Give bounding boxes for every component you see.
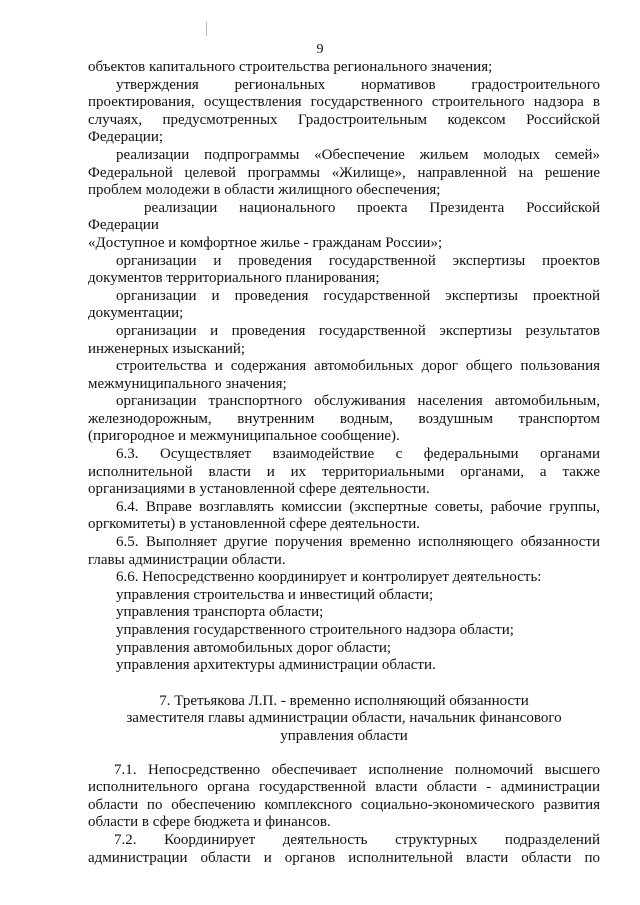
text-line: документов территориального планирования; [88,270,380,287]
scan-mark [206,22,207,36]
text-line: организации и проведения государственной экспертизы проектов [116,252,600,269]
text-line: проблем молодежи в области жилищного обеспечения; [88,182,441,199]
text-line: межмуниципального значения; [88,375,287,392]
text-line: реализации подпрограммы «Обеспечение жильем молодых семей» [116,146,600,163]
text-line: области в сфере бюджета и финансов. [88,814,331,831]
text-line: объектов капитального строительства регионального значения; [88,59,493,75]
text-line: исполнительного органа государственной власти области - администрации [88,779,600,796]
text-line: «Доступное и комфортное жилье - гражданам России»; [88,234,443,251]
section-heading: управления области [280,727,408,744]
text-line: главы администрации области. [88,551,286,568]
text-line: Федерации; [88,129,164,146]
text-line: области по обеспечению комплексного социально-экономического развития [88,796,600,813]
text-line: 6.3. Осуществляет взаимодействие с федеральными органами [116,446,600,463]
text-line: случаях, предусмотренных Градостроительным кодексом Российской [88,111,600,128]
text-line: организации транспортного обслуживания населения автомобильным, [116,393,600,410]
page-number: 9 [316,42,324,57]
text-line: строительства и содержания автомобильных дорог общего пользования [116,358,600,375]
document-body [88,59,600,867]
text-line: реализации национального проекта Президента Российской Федерации [88,199,600,234]
text-line: железнодорожным, внутренним водным, воздушным транспортом [88,410,600,427]
section-heading: заместителя главы администрации области, начальник финансового [126,710,562,727]
text-line: 6.5. Выполняет другие поручения временно исполняющего обязанности [116,534,600,551]
text-line: 6.6. Непосредственно координирует и контролирует деятельность: [116,569,542,586]
text-line: управления строительства и инвестиций области; [116,586,434,603]
text-line: (пригородное и межмуниципальное сообщение). [88,428,400,445]
text-line: Федеральной целевой программы «Жилище», направленной на решение [88,164,600,181]
text-line: администрации области и органов исполнительной власти области по [88,849,600,866]
text-line: организации и проведения государственной экспертизы результатов [116,322,600,339]
text-line: 6.4. Вправе возглавлять комиссии (экспертные советы, рабочие группы, [116,498,600,515]
spacer [88,675,600,693]
text-line: управления автомобильных дорог области; [116,639,392,656]
text-line: организациями в установленной сфере деятельности. [88,481,430,498]
text-line: оргкомитеты) в установленной сфере деятельности. [88,516,421,533]
text-line: управления транспорта области; [116,604,324,621]
text-line: организации и проведения государственной экспертизы проектной [116,287,600,304]
text-line: 7.1. Непосредственно обеспечивает исполнение полномочий высшего [114,761,600,778]
text-line: проектирования, осуществления государственного строительного надзора в [88,94,600,111]
spacer [88,746,600,762]
text-line: управления государственного строительного надзора области; [116,622,514,638]
text-line: инженерных изысканий; [88,340,246,357]
text-line: утверждения региональных нормативов градостроительного [116,76,600,93]
text-line: 7.2. Координирует деятельность структурных подразделений [114,831,600,848]
section-heading: 7. Третьякова Л.П. - временно исполняющий обязанности [159,692,529,709]
text-line: управления архитектуры администрации области. [116,657,436,674]
text-line: документации; [88,305,184,322]
text-line: исполнительной власти и их территориальными органами, а также [88,463,600,480]
